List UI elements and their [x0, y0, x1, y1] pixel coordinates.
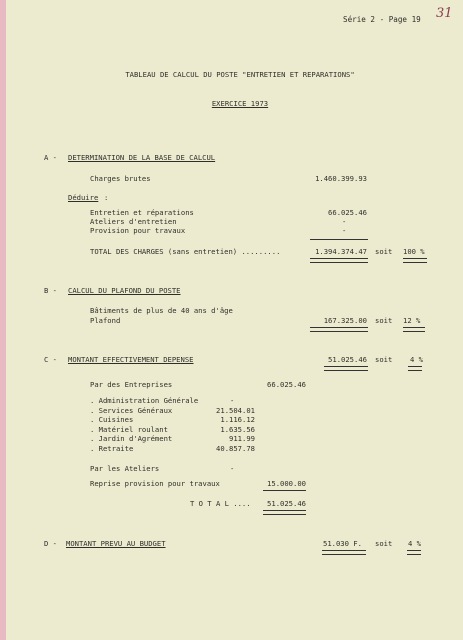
- expense-item-label: . Cuisines: [90, 415, 134, 424]
- section-a-letter: A -: [44, 153, 57, 162]
- expense-item-label: . Services Généraux: [90, 406, 173, 415]
- depense-percent: 4 %: [410, 355, 423, 364]
- page-reference: Série 2 - Page 19: [343, 15, 421, 24]
- plafond-label: Plafond: [90, 316, 121, 325]
- total-c-value: 51.025.46: [267, 499, 306, 508]
- expense-item-label: . Matériel roulant: [90, 425, 168, 434]
- expense-item-value: 1.635.56: [220, 425, 255, 434]
- total-soit: soit: [375, 247, 393, 256]
- budget-soit: soit: [375, 539, 393, 548]
- total-charges-label: TOTAL DES CHARGES (sans entretien) .........: [90, 247, 281, 256]
- expense-item-value: 21.504.01: [216, 406, 255, 415]
- depense-value: 51.025.46: [328, 355, 367, 364]
- plafond-double-rule: [310, 327, 368, 332]
- plafond-pct-rule: [403, 327, 425, 332]
- paper-edge: [0, 0, 6, 640]
- plafond-value: 167.325.00: [323, 316, 367, 325]
- section-c-heading: MONTANT EFFECTIVEMENT DEPENSE: [68, 355, 194, 364]
- ateliers-label: Par les Ateliers: [90, 464, 160, 473]
- percent-double-rule: [403, 258, 427, 263]
- expense-item-value: 40.857.78: [216, 444, 255, 453]
- expense-item-value: 1.116.12: [220, 415, 255, 424]
- total-double-rule: [310, 258, 368, 263]
- deduction-value: 66.025.46: [328, 208, 367, 217]
- total-percent: 100 %: [403, 247, 425, 256]
- section-b-heading: CALCUL DU PLAFOND DU POSTE: [68, 286, 181, 295]
- deduire-colon: :: [104, 193, 109, 202]
- deduction-label: Ateliers d'entretien: [90, 217, 177, 226]
- subtotal-rule: [310, 239, 368, 240]
- depense-pct-rule: [408, 366, 422, 371]
- depense-double-rule: [324, 366, 368, 371]
- reprise-label: Reprise provision pour travaux: [90, 479, 220, 488]
- charges-brutes-value: 1.460.399.93: [315, 174, 367, 183]
- expense-item-label: . Jardin d'Agrément: [90, 434, 173, 443]
- deduction-label: Entretien et réparations: [90, 208, 194, 217]
- ateliers-value: -: [230, 464, 235, 473]
- deduction-label: Provision pour travaux: [90, 226, 186, 235]
- expense-item-value: 911.99: [229, 434, 255, 443]
- section-d-heading: MONTANT PREVU AU BUDGET: [66, 539, 166, 548]
- reprise-value: 15.000.00: [267, 479, 306, 488]
- reprise-rule: [263, 490, 306, 491]
- entreprises-value: 66.025.46: [267, 380, 306, 389]
- budget-value: 51.030 F.: [323, 539, 362, 548]
- expense-item-label: . Administration Générale: [90, 396, 199, 405]
- budget-pct-rule: [407, 550, 421, 555]
- document-title: TABLEAU DE CALCUL DU POSTE "ENTRETIEN ET REPARATIONS": [125, 70, 355, 79]
- section-c-letter: C -: [44, 355, 57, 364]
- expense-item-label: . Retraite: [90, 444, 134, 453]
- budget-double-rule: [322, 550, 366, 555]
- plafond-soit: soit: [375, 316, 393, 325]
- deduire-label: Déduire: [68, 193, 99, 202]
- charges-brutes-label: Charges brutes: [90, 174, 151, 183]
- entreprises-label: Par des Entreprises: [90, 380, 173, 389]
- batiments-label: Bâtiments de plus de 40 ans d'âge: [90, 306, 233, 315]
- budget-percent: 4 %: [408, 539, 421, 548]
- section-a-heading: DETERMINATION DE LA BASE DE CALCUL: [68, 153, 216, 162]
- plafond-percent: 12 %: [403, 316, 421, 325]
- deduction-value: -: [342, 226, 347, 235]
- total-c-double-rule: [263, 510, 306, 515]
- total-charges-value: 1.394.374.47: [315, 247, 367, 256]
- section-b-letter: B -: [44, 286, 57, 295]
- depense-soit: soit: [375, 355, 393, 364]
- deduction-value: -: [342, 217, 347, 226]
- total-c-label: T O T A L ....: [190, 499, 251, 508]
- section-d-letter: D -: [44, 539, 57, 548]
- handwritten-page-number: 31: [436, 6, 453, 21]
- exercice-year: EXERCICE 1973: [211, 99, 269, 108]
- expense-item-value: -: [230, 396, 235, 405]
